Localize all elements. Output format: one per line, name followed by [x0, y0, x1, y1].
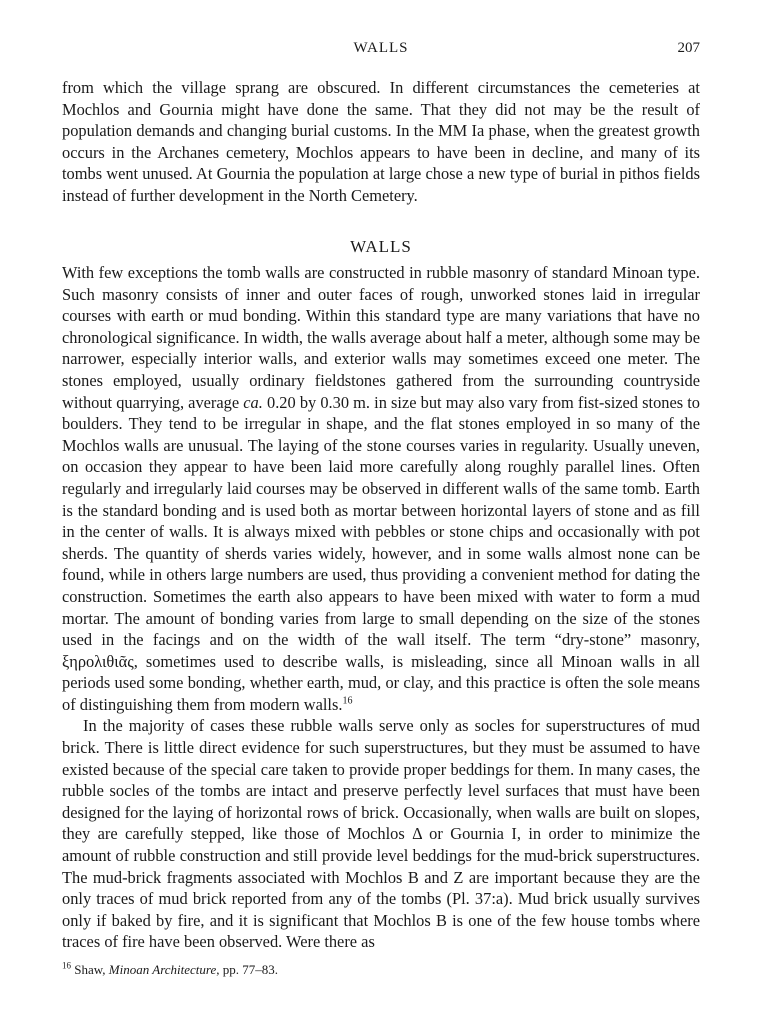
- body-paragraph-1: [62, 262, 700, 715]
- paragraph-1-part-b: 0.20 by 0.30 m. in size but may also vary from fist-sized stones to boulders. They tend to be irregular in shape, and the flat stones employed in so many of the Mochlos walls are unusual. The laying of the stone courses varies in regularity. Usually uneven, on occasion they appear to have been laid more carefully along roughly parallel lines. Often regularly and irregularly laid courses may be observed in different walls of the same tomb. Earth is the standard bonding and is used both as mortar between horizontal layers of stone and as fill in the center of walls. It is always mixed with pebbles or stone chips and occasionally with pot sherds. The quantity of sherds varies widely, however, and in some walls almost none can be found, while in others large numbers are used, thus providing a convenient method for dating the construction. Sometimes the earth also appears to have been mixed with water to form a mud mortar. The amount of bonding varies from large to small depending on the size of the stones used in the facings and on the width of the wall itself. The term “dry-stone” masonry, ξηρολιθιᾶς, sometimes used to describe walls, is misleading, since all Minoan walls in all periods used some bonding, whether earth, mud, or clay, and this practice is often the sole means of distinguishing them from modern walls.: [62, 392, 700, 714]
- section-heading: WALLS: [350, 237, 412, 256]
- page-number: 207: [677, 40, 700, 56]
- running-title: WALLS: [353, 40, 409, 56]
- running-head: [0, 40, 762, 64]
- intro-paragraph-text: from which the village sprang are obscured. In different circumstances the cemeteries at Mochlos and Gournia might have done the same. That they did not may be the result of population demands and changing burial customs. In the MM Ia phase, when the greatest growth occurs in the Archanes cemetery, Mochlos appears to have been in decline, and many of its tombs went unused. At Gournia the population at large chose a new type of burial in pithos fields instead of further development in the North Cemetery.: [62, 78, 700, 205]
- intro-paragraph: [62, 77, 700, 207]
- footnote: [62, 962, 700, 978]
- footnote-title: Minoan Architecture: [108, 962, 217, 977]
- body-paragraph-2: In the majority of cases these rubble walls serve only as socles for superstructures of mud brick. There is little direct evidence for such superstructures, but they must be assumed to have existed because of the special care taken to provide proper beddings for them. In many cases, the rubble socles of the tombs are intact and preserve perfectly level surfaces that must have been designed for the laying of horizontal rows of brick. Occasionally, when walls are built on slopes, they are carefully stepped, like those of Mochlos Δ or Gournia I, in order to minimize the amount of rubble construction and still provide level beddings for the mud-brick superstructures. The mud-brick fragments associated with Mochlos B and Z are important because they are the only traces of mud brick reported from any of the tombs (Pl. 37:a). Mud brick usually survives only if baked by fire, and it is significant that Mochlos B is one of the few house tombs where traces of fire have been observed. Were there as: [62, 716, 700, 952]
- footnote-number: 16: [62, 960, 71, 971]
- section-body: [62, 262, 700, 953]
- paragraph-1-part-a: With few exceptions the tomb walls are constructed in rubble masonry of standard Minoan type. Such masonry consists of inner and outer faces of rough, unworked stones laid in irregular courses with earth or mud bonding. Within this standard type are many variations that have no chronological significance. In width, the walls average about half a meter, although some may be narrower, especially interior walls, and exterior walls may sometimes exceed one meter. The stones employed, usually ordinary fieldstones gathered from the surrounding countryside without quarrying, average: [62, 263, 700, 412]
- footnote-reference[interactable]: 16: [342, 695, 353, 707]
- abbrev-ca: ca.: [243, 392, 263, 412]
- footnote-pages: , pp. 77–83.: [216, 962, 279, 977]
- footnote-author: Shaw,: [74, 962, 109, 977]
